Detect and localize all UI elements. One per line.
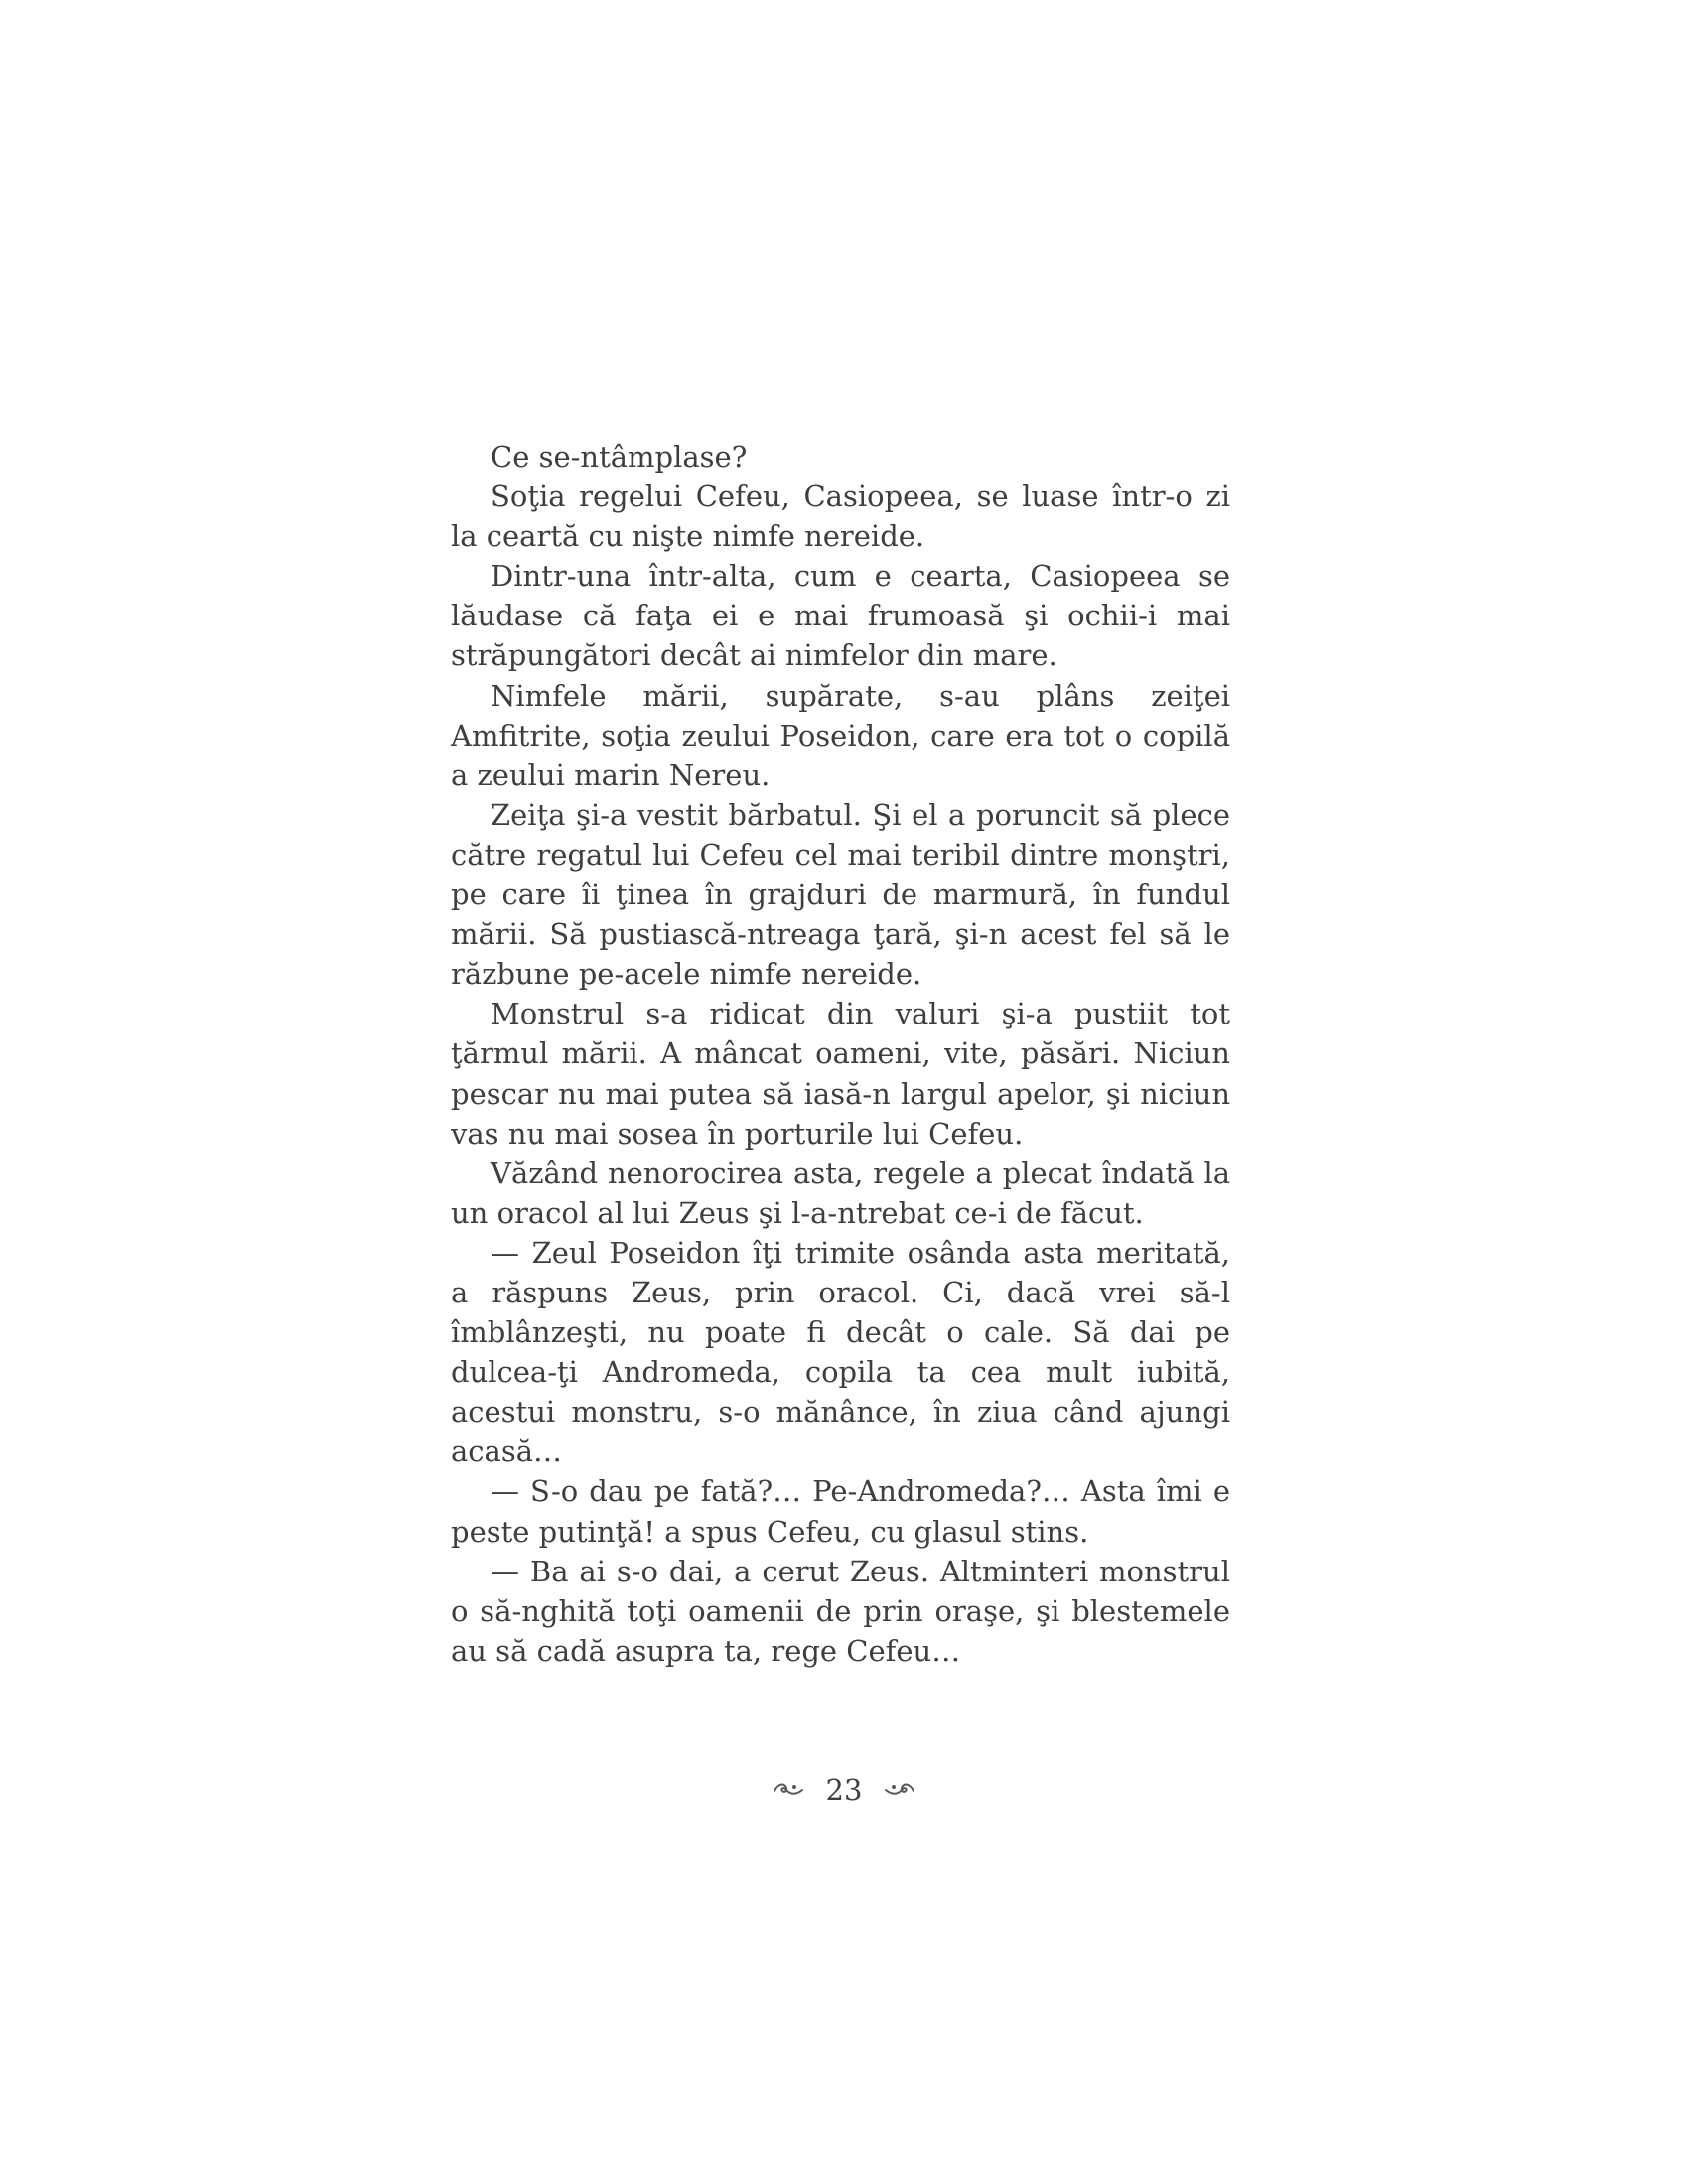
paragraph: Zeiţa şi-a vestit bărbatul. Şi el a poruncit să plece către regatul lui Cefeu cel mai teribil dintre monştri, pe care îi ţinea în grajduri de marmură, în fundul mării. Să pustiască-ntreaga ţară, şi-n acest fel să le răzbune pe-acele nimfe nereide. [451, 797, 1230, 992]
paragraph: Soţia regelui Cefeu, Casiopeea, se luase într-o zi la ceartă cu nişte nimfe nereide. [451, 479, 1230, 554]
flourish-left-icon [773, 1781, 804, 1799]
paragraph: Văzând nenorocirea asta, regele a plecat îndată la un oracol al lui Zeus şi l-a-ntrebat ce-i de făcut. [451, 1156, 1230, 1230]
paragraph: Nimfele mării, supărate, s-au plâns zeiţei Amfitrite, soţia zeului Poseidon, care era tot o copilă a zeului marin Nereu. [451, 678, 1230, 792]
paragraph: Dintr-una într-alta, cum e cearta, Casiopeea se lăudase că faţa ei e mai frumoasă şi ochii-i mai străpungători decât ai nimfelor din mare. [451, 559, 1230, 673]
paragraph: Ce se-ntâmplase? [491, 440, 748, 474]
body-text [451, 437, 1230, 1671]
paragraph: — Zeul Poseidon îţi trimite osânda asta meritată, a răspuns Zeus, prin oracol. Ci, dacă vrei să-l îmblânzeşti, nu poate fi decât o cale. Să dai pe dulcea-ţi Andromeda, copila ta cea mult iubită, acestui monstru, s-o mănânce, în ziua când ajungi acasă… [451, 1235, 1230, 1469]
paragraph: Monstrul s-a ridicat din valuri şi-a pustiit tot ţărmul mării. A mâncat oameni, vite, păsări. Niciun pescar nu mai putea să iasă-n largul apelor, şi niciun vas nu mai sosea în porturile lui Cefeu. [451, 997, 1230, 1151]
page-number: 23 [825, 1773, 863, 1807]
paragraph: — S-o dau pe fată?… Pe-Andromeda?… Asta îmi e peste putinţă! a spus Cefeu, cu glasul stins. [451, 1474, 1230, 1549]
page-footer [0, 1773, 1688, 1807]
flourish-right-icon [884, 1781, 915, 1799]
paragraph: — Ba ai s-o dai, a cerut Zeus. Altminteri monstrul o să-nghită toţi oamenii de prin oraşe, şi blestemele au să cadă asupra ta, rege Cefeu… [451, 1554, 1230, 1668]
